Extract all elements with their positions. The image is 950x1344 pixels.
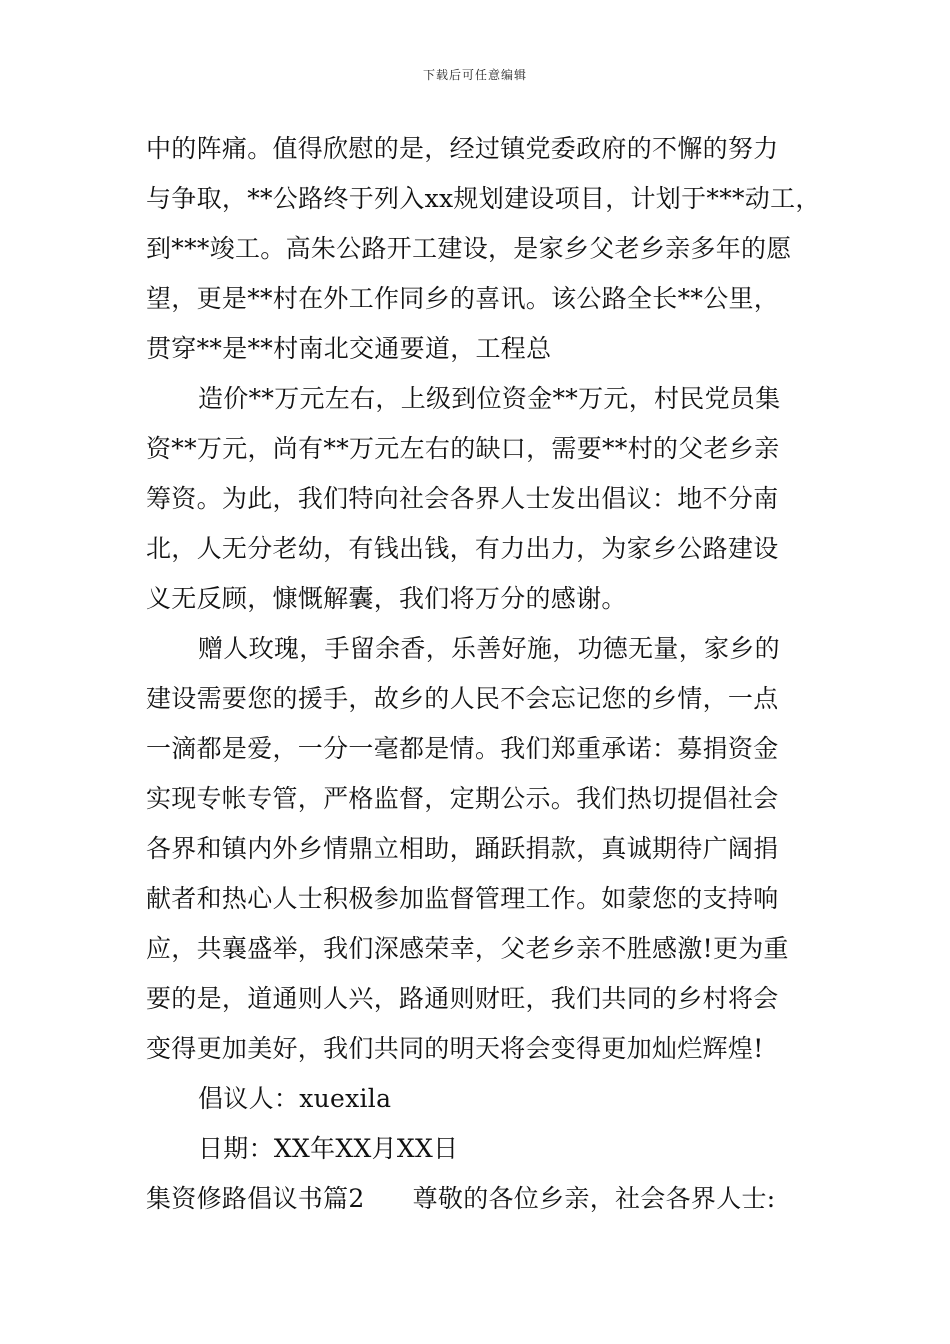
text-line: 义无反顾，慷慨解囊，我们将万分的感谢。 bbox=[146, 584, 627, 613]
page-header-note: 下载后可任意编辑 bbox=[422, 68, 527, 82]
paragraph-start-line: 赠人玫瑰，手留余香，乐善好施，功德无量，家乡的 bbox=[198, 634, 780, 663]
text-line: 实现专帐专管，严格监督，定期公示。我们热切提倡社会 bbox=[146, 784, 779, 813]
paragraph-start-line: 造价**万元左右，上级到位资金**万元，村民党员集 bbox=[198, 384, 781, 413]
text-line: 望，更是**村在外工作同乡的喜讯。该公路全长**公里， bbox=[146, 284, 780, 313]
section-title-line bbox=[146, 1174, 816, 1224]
text-line: 一滴都是爱，一分一毫都是情。我们郑重承诺：募捐资金 bbox=[146, 734, 779, 763]
text-line: 与争取，**公路终于列入xx规划建设项目，计划于***动工， bbox=[146, 184, 821, 213]
text-line: 各界和镇内外乡情鼎立相助，踊跃捐款，真诚期待广阔捐 bbox=[146, 834, 779, 863]
text-line: 要的是，道通则人兴，路通则财旺，我们共同的乡村将会 bbox=[146, 984, 779, 1013]
proposer-line: 倡议人：xuexila bbox=[198, 1084, 392, 1113]
text-line: 北，人无分老幼，有钱出钱，有力出力，为家乡公路建设 bbox=[146, 534, 779, 563]
text-line: 贯穿**是**村南北交通要道，工程总 bbox=[146, 334, 552, 363]
text-line: 资**万元，尚有**万元左右的缺口，需要**村的父老乡亲 bbox=[146, 434, 780, 463]
text-line: 到***竣工。高朱公路开工建设，是家乡父老乡亲多年的愿 bbox=[146, 234, 792, 263]
text-line: 献者和热心人士积极参加监督管理工作。如蒙您的支持响 bbox=[146, 884, 779, 913]
text-line: 建设需要您的援手，故乡的人民不会忘记您的乡情，一点 bbox=[146, 684, 779, 713]
text-line: 应，共襄盛举，我们深感荣幸，父老乡亲不胜感激!更为重 bbox=[146, 934, 789, 963]
salutation: 尊敬的各位乡亲，社会各界人士: bbox=[412, 1184, 776, 1213]
text-line: 中的阵痛。值得欣慰的是，经过镇党委政府的不懈的努力 bbox=[146, 134, 779, 163]
text-line: 筹资。为此，我们特向社会各界人士发出倡议：地不分南 bbox=[146, 484, 779, 513]
section-title: 集资修路倡议书篇2 bbox=[146, 1184, 365, 1213]
document-body bbox=[146, 124, 821, 1224]
date-line: 日期：XX年XX月XX日 bbox=[198, 1134, 459, 1163]
text-line: 变得更加美好，我们共同的明天将会变得更加灿烂辉煌! bbox=[146, 1034, 764, 1063]
